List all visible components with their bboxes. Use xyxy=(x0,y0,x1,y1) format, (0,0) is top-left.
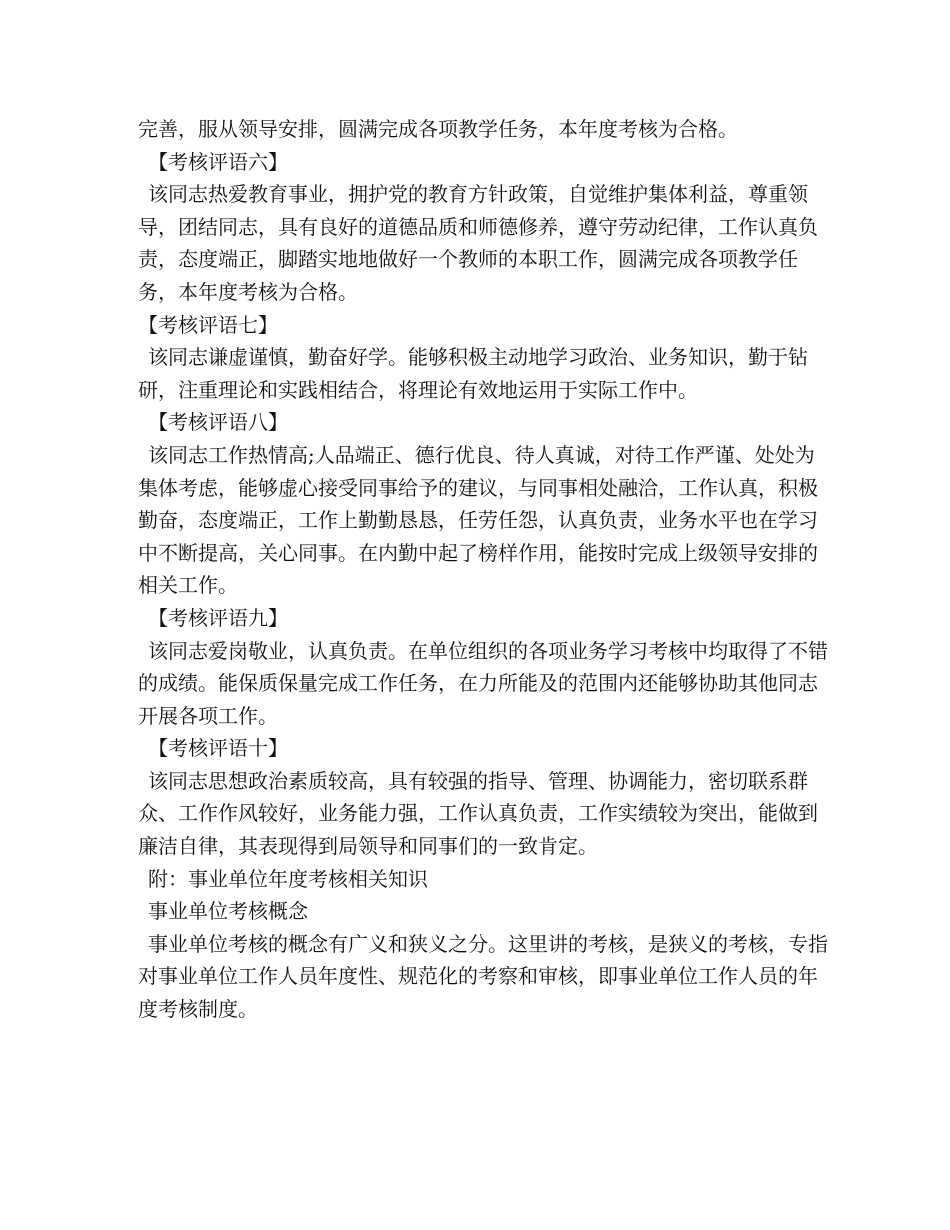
paragraph-review-7: 该同志谦虚谨慎，勤奋好学。能够积极主动地学习政治、业务知识，勤于钻研，注重理论和实践相结合，将理论有效地运用于实际工作中。 xyxy=(138,345,808,402)
heading-review-6: 【考核评语六】 xyxy=(148,149,288,174)
paragraph-review-9: 该同志爱岗敬业，认真负责。在单位组织的各项业务学习考核中均取得了不错的成绩。能保质保量完成工作任务，在力所能及的范围内还能够协助其他同志开展各项工作。 xyxy=(138,638,828,728)
paragraph-continuation: 完善，服从领导安排，圆满完成各项教学任务，本年度考核为合格。 xyxy=(138,117,738,141)
paragraph-review-8: 该同志工作热情高;人品端正、德行优良、待人真诚，对待工作严谨、处处为集体考虑，能够虚心接受同事给予的建议，与同事相处融洽，工作认真，积极勤奋，态度端正，工作上勤勤恳恳，任劳任怨，认真负责，业务水平也在学习中不断提高，关心同事。在内勤中起了榜样作用，能按时完成上级领导安排的相关工作。 xyxy=(138,442,818,598)
heading-review-7: 【考核评语七】 xyxy=(138,312,278,337)
heading-review-8: 【考核评语八】 xyxy=(148,410,288,435)
appendix-title: 附：事业单位年度考核相关知识 xyxy=(148,866,428,891)
heading-review-10: 【考核评语十】 xyxy=(148,736,288,761)
paragraph-concept: 事业单位考核的概念有广义和狭义之分。这里讲的考核，是狭义的考核，专指对事业单位工作人员年度性、规范化的考察和审核，即事业单位工作人员的年度考核制度。 xyxy=(138,931,828,1022)
paragraph-review-6: 该同志热爱教育事业，拥护党的教育方针政策，自觉维护集体利益，尊重领导，团结同志，具有良好的道德品质和师德修养，遵守劳动纪律，工作认真负责，态度端正，脚踏实地地做好一个教师的本职工作，圆满完成各项教学任务，本年度考核为合格。 xyxy=(138,182,818,304)
paragraph-review-10: 该同志思想政治素质较高，具有较强的指导、管理、协调能力，密切联系群众、工作作风较好，业务能力强，工作认真负责，工作实绩较为突出，能做到廉洁自律，其表现得到局领导和同事们的一致肯定。 xyxy=(138,768,818,859)
heading-review-9: 【考核评语九】 xyxy=(148,605,288,630)
section-title-concept: 事业单位考核概念 xyxy=(148,899,308,924)
document-page xyxy=(138,113,830,1026)
